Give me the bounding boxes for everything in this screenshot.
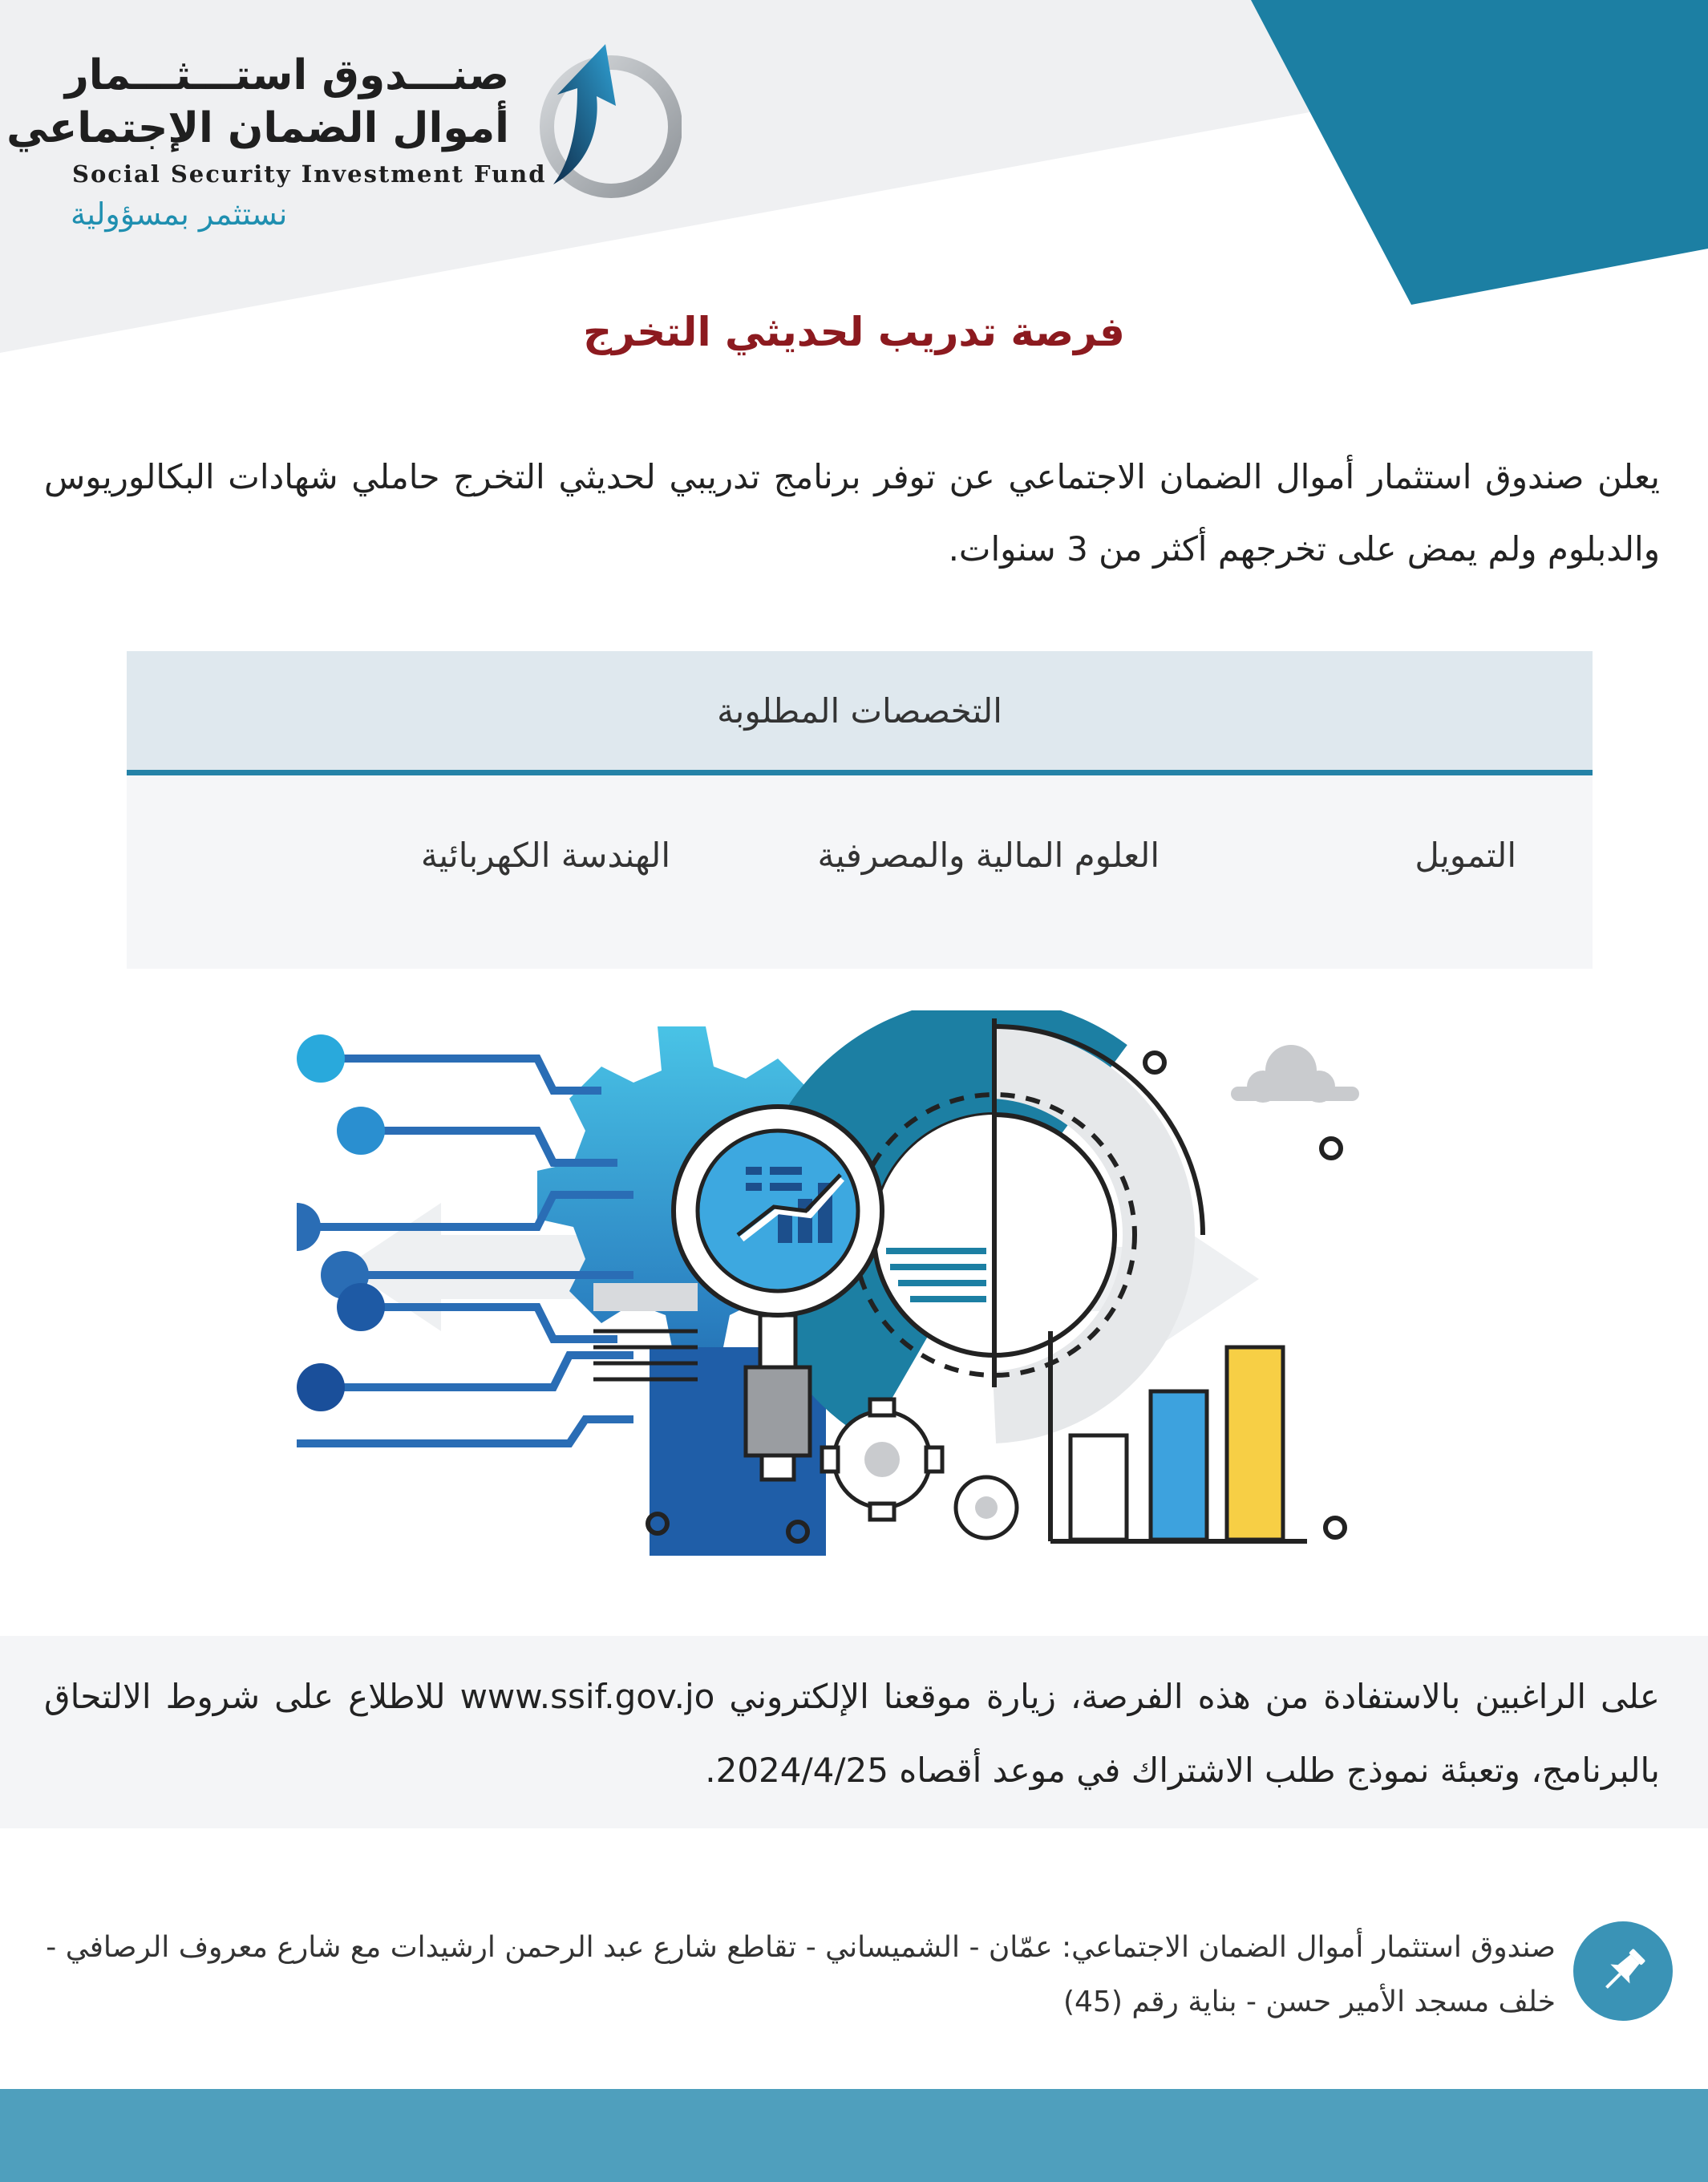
footer-bar [0, 2089, 1708, 2182]
pushpin-icon [1573, 1921, 1673, 2021]
notice-text: على الراغبين بالاستفادة من هذه الفرصة، زيارة موقعنا الإلكتروني www.ssif.gov.jo للاطلاع على شروط الالتحاق بالبرنامج، وتعبئة نموذج طلب الاشتراك في موعد أقصاه 2024/4/25. [44, 1677, 1660, 1790]
specializations-table [127, 651, 1593, 969]
specialization-item-electrical: الهندسة الكهربائية [420, 836, 670, 875]
page-title: فرصة تدريب لحديثي التخرج [583, 309, 1125, 355]
logo-tagline: نستثمر بمسؤولية [71, 196, 288, 232]
document-block [593, 1283, 698, 1311]
small-gear-icon [956, 1477, 1017, 1538]
logo-name-english: Social Security Investment Fund [72, 160, 547, 188]
notice-panel [0, 1636, 1708, 1828]
magnifier-handle [746, 1367, 810, 1455]
data-analytics-illustration [297, 1010, 1467, 1564]
intro-paragraph: يعلن صندوق استثمار أموال الضمان الاجتماعي عن توفر برنامج تدريبي لحديثي التخرج حاملي شهادات البكالوريوس والدبلوم ولم يمض على تخرجهم أكثر من 3 سنوات. [44, 457, 1660, 569]
specialization-item-finance: التمويل [1415, 836, 1516, 875]
fund-logo [6, 32, 682, 241]
address-text: صندوق استثمار أموال الضمان الاجتماعي: عمّان - الشميساني - تقاطع شارع عبد الرحمن ارشيدات مع شارع معروف الرصافي - خلف مسجد الأمير حسن - بناية رقم (45) [46, 1931, 1556, 2018]
logo-name-arabic-line2: أموال الضمان الإجتماعي [6, 104, 509, 152]
specializations-heading: التخصصات المطلوبة [127, 651, 1593, 775]
specialization-item-banking: العلوم المالية والمصرفية [817, 836, 1160, 875]
logo-arrow-icon [521, 32, 682, 200]
cloud-icon [1231, 1045, 1359, 1103]
logo-name-arabic-line1: صنـــدوق استـــثـــمار [64, 51, 509, 99]
